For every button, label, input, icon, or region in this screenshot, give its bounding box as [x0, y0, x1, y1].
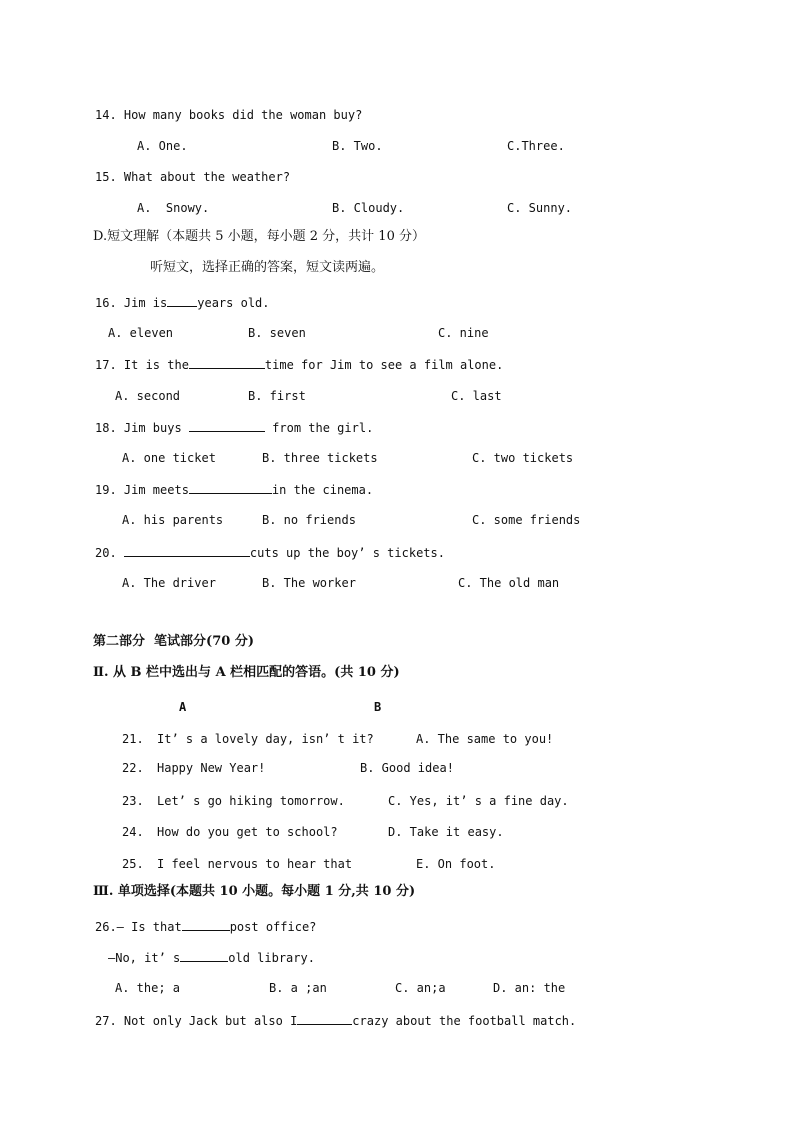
question-14: 14. How many books did the woman buy?: [95, 108, 363, 122]
option-16b: B. seven: [248, 326, 306, 340]
column-b-header: B: [374, 700, 382, 714]
option-15b: B. Cloudy.: [332, 201, 405, 215]
option-18a: A. one ticket: [122, 451, 216, 465]
option-26d: D. an: the: [493, 981, 566, 995]
option-17c: C. last: [451, 389, 502, 403]
match-21-left: It’ s a lovely day, isn’ t it?: [157, 732, 374, 746]
option-15a: A. Snowy.: [137, 201, 210, 215]
section2-title: Ⅱ. 从 B 栏中选出与 A 栏相匹配的答语。(共 10 分): [93, 665, 400, 680]
option-19b: B. no friends: [262, 513, 356, 527]
match-21-right: A. The same to you!: [416, 732, 554, 746]
section-d-instruction: 听短文，选择正确的答案，短文读两遍。: [150, 260, 385, 275]
match-21-num: 21.: [122, 732, 144, 746]
question-27: 27. Not only Jack but also I crazy about the football match.: [95, 1014, 577, 1028]
match-23-right: C. Yes, it’ s a fine day.: [388, 794, 569, 808]
question-19: 19. Jim meets in the cinema.: [95, 483, 374, 497]
option-17a: A. second: [115, 389, 181, 403]
match-23-num: 23.: [122, 794, 144, 808]
question-18: 18. Jim buys from the girl.: [95, 421, 374, 435]
option-19a: A. his parents: [122, 513, 224, 527]
match-24-left: How do you get to school?: [157, 825, 338, 839]
column-a-header: A: [179, 700, 187, 714]
option-14c: C.Three.: [507, 139, 565, 153]
option-18b: B. three tickets: [262, 451, 378, 465]
option-14a: A. One.: [137, 139, 188, 153]
question-17: 17. It is the time for Jim to see a film alone.: [95, 358, 504, 372]
option-14b: B. Two.: [332, 139, 383, 153]
match-24-num: 24.: [122, 825, 144, 839]
option-18c: C. two tickets: [472, 451, 574, 465]
question-26-line1: 26.— Is that post office?: [95, 920, 317, 934]
section-d-title: D.短文理解（本题共 5 小题，每小题 2 分，共计 10 分）: [93, 229, 425, 244]
option-19c: C. some friends: [472, 513, 581, 527]
part2-title: 第二部分 笔试部分(70 分): [93, 634, 254, 649]
match-24-right: D. Take it easy.: [388, 825, 504, 839]
section3-title: Ⅲ. 单项选择(本题共 10 小题。每小题 1 分,共 10 分): [93, 884, 416, 899]
question-16: 16. Jim is years old.: [95, 296, 270, 310]
option-16c: C. nine: [438, 326, 489, 340]
option-15c: C. Sunny.: [507, 201, 573, 215]
option-20c: C. The old man: [458, 576, 560, 590]
match-23-left: Let’ s go hiking tomorrow.: [157, 794, 345, 808]
match-25-right: E. On foot.: [416, 857, 496, 871]
question-15: 15. What about the weather?: [95, 170, 291, 184]
match-22-right: B. Good idea!: [360, 761, 454, 775]
match-25-num: 25.: [122, 857, 144, 871]
option-20a: A. The driver: [122, 576, 216, 590]
match-25-left: I feel nervous to hear that: [157, 857, 353, 871]
option-16a: A. eleven: [108, 326, 174, 340]
match-22-num: 22.: [122, 761, 144, 775]
match-22-left: Happy New Year!: [157, 761, 266, 775]
question-26-line2: —No, it’ s old library.: [108, 951, 315, 965]
question-20: 20. cuts up the boy’ s tickets.: [95, 546, 445, 560]
option-26a: A. the; a: [115, 981, 181, 995]
option-26c: C. an;a: [395, 981, 446, 995]
option-17b: B. first: [248, 389, 306, 403]
option-26b: B. a ;an: [269, 981, 327, 995]
option-20b: B. The worker: [262, 576, 356, 590]
